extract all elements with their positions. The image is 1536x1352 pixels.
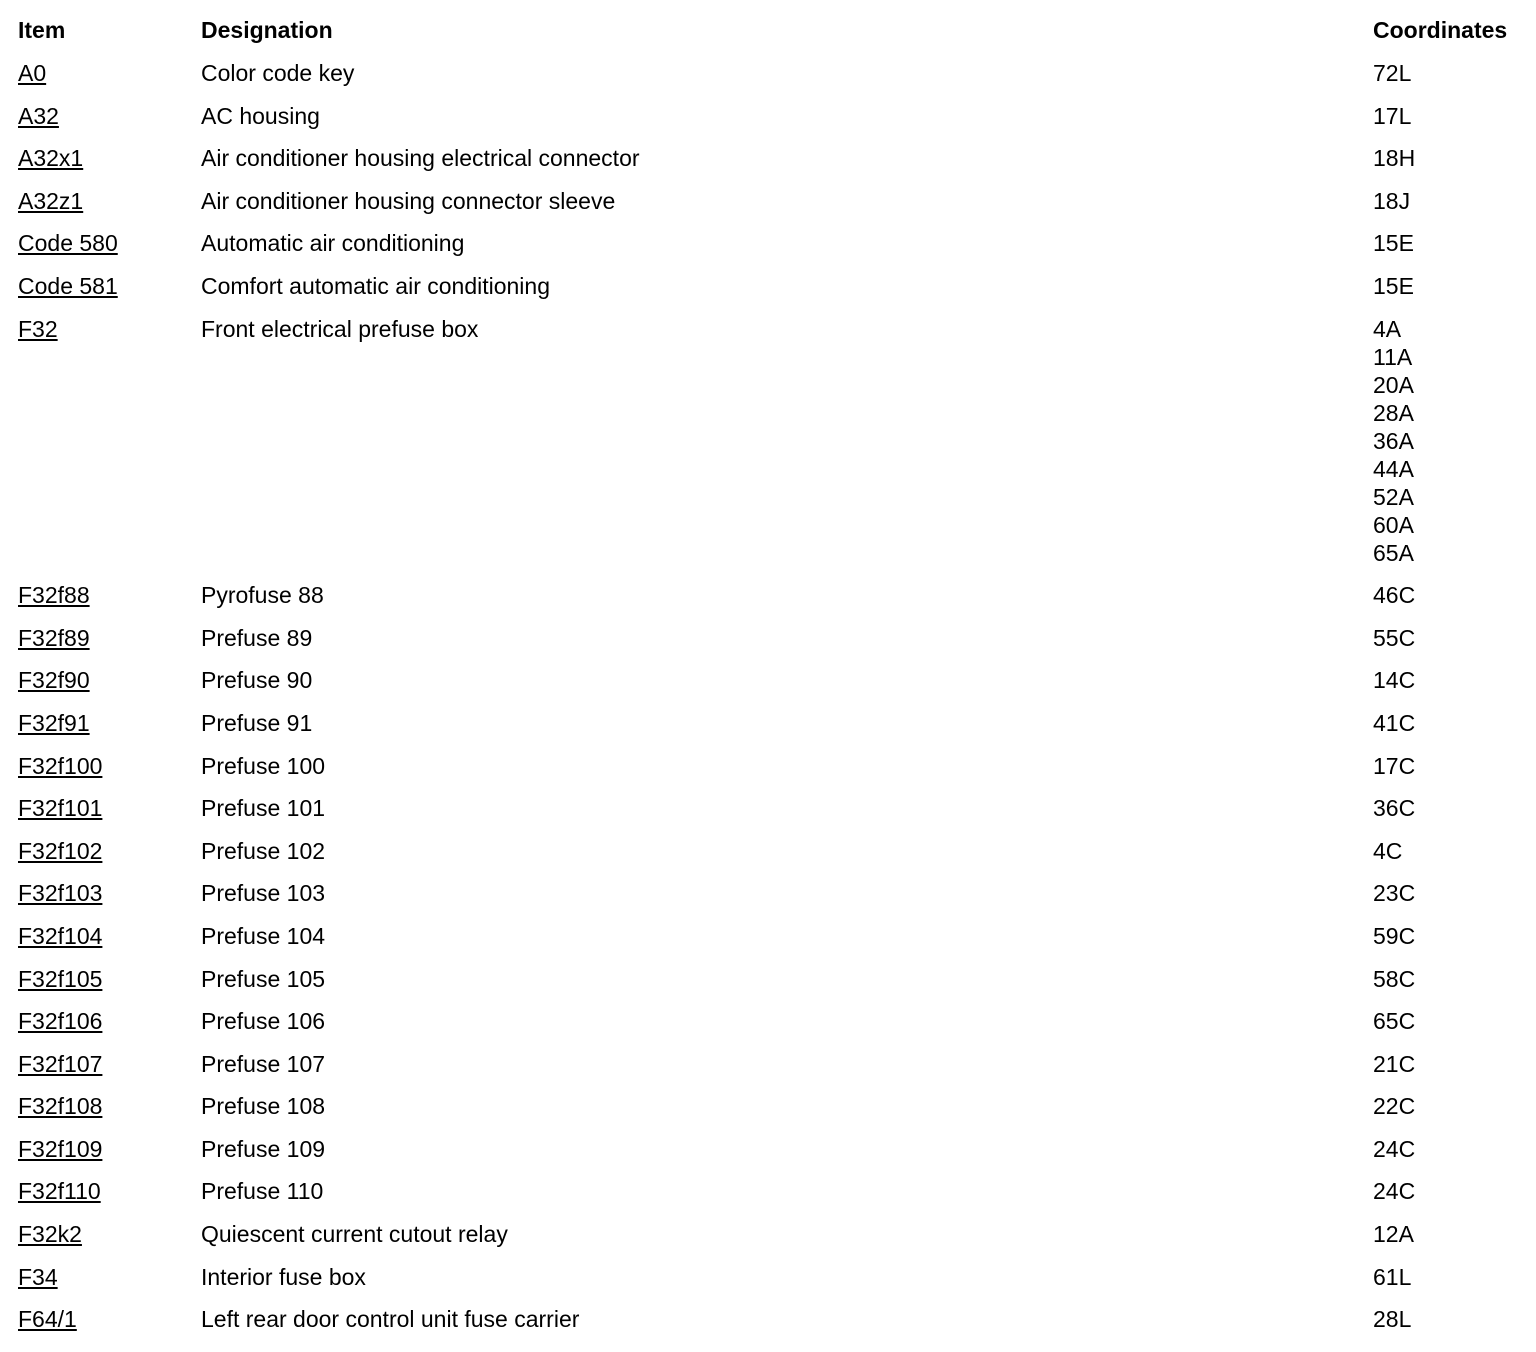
designation-cell: Air conditioner housing connector sleeve: [201, 187, 616, 214]
table-row: [18, 747, 1533, 790]
item-link[interactable]: F32f100: [18, 752, 103, 779]
coordinates-cell: [1373, 1258, 1533, 1301]
coordinates-cell: [1373, 832, 1533, 875]
legend-body: [18, 54, 1533, 1343]
item-link[interactable]: F32f109: [18, 1135, 103, 1162]
coordinate-value: 4C: [1373, 837, 1403, 864]
designation-cell: Interior fuse box: [201, 1263, 366, 1290]
item-cell: [18, 874, 201, 917]
coordinate-value: 36C: [1373, 795, 1416, 822]
coordinates-cell: [1373, 1045, 1533, 1088]
item-link[interactable]: F32f106: [18, 1008, 103, 1035]
coordinates-cell: [1373, 917, 1533, 960]
designation-cell: Prefuse 109: [201, 1135, 326, 1162]
coordinate-value: 14C: [1373, 667, 1416, 694]
item-link[interactable]: A32z1: [18, 187, 84, 214]
item-cell: [18, 1215, 201, 1258]
item-cell: [18, 1002, 201, 1045]
table-row: [18, 1172, 1533, 1215]
coordinates-cell: [1373, 1087, 1533, 1130]
legend-table: [18, 14, 1533, 1343]
coordinates-cell: [1373, 789, 1533, 832]
coordinate-value: 17L: [1373, 102, 1412, 129]
item-cell: [18, 1258, 201, 1301]
designation-cell: Prefuse 89: [201, 624, 313, 651]
item-cell: [18, 1300, 201, 1343]
item-cell: [18, 139, 201, 182]
coordinate-value: 24C: [1373, 1178, 1416, 1205]
item-link[interactable]: F64/1: [18, 1306, 77, 1333]
coordinate-value: 18H: [1373, 145, 1416, 172]
coordinates-cell: [1373, 747, 1533, 790]
designation-cell: Air conditioner housing electrical connector: [201, 145, 640, 172]
coordinate-value: 36A: [1373, 427, 1414, 454]
coordinates-cell: [1373, 874, 1533, 917]
item-cell: [18, 310, 201, 577]
designation-cell: Prefuse 91: [201, 709, 313, 736]
coordinate-value: 52A: [1373, 483, 1414, 510]
coordinates-cell: [1373, 1002, 1533, 1045]
designation-cell: Prefuse 104: [201, 922, 326, 949]
item-link[interactable]: F32: [18, 315, 58, 342]
item-cell: [18, 54, 201, 97]
item-cell: [18, 1045, 201, 1088]
table-row: [18, 139, 1533, 182]
coordinates-cell: [1373, 619, 1533, 662]
coordinate-value: 28A: [1373, 399, 1414, 426]
coordinate-value: 44A: [1373, 455, 1414, 482]
table-row: [18, 576, 1533, 619]
coordinates-cell: [1373, 661, 1533, 704]
table-row: [18, 661, 1533, 704]
table-row: [18, 960, 1533, 1003]
designation-cell: Color code key: [201, 60, 355, 86]
designation-cell: Pyrofuse 88: [201, 582, 324, 609]
item-link[interactable]: F32f88: [18, 582, 90, 609]
item-link[interactable]: F32f110: [18, 1178, 101, 1205]
coordinate-value: 18J: [1373, 187, 1411, 214]
item-cell: [18, 1130, 201, 1173]
item-cell: [18, 576, 201, 619]
table-row: [18, 1300, 1533, 1343]
item-link[interactable]: F32k2: [18, 1221, 82, 1248]
designation-cell: Automatic air conditioning: [201, 230, 465, 257]
table-row: [18, 224, 1533, 267]
item-cell: [18, 832, 201, 875]
table-row: [18, 619, 1533, 662]
item-link[interactable]: F32f102: [18, 837, 103, 864]
table-row: [18, 704, 1533, 747]
table-row: [18, 1215, 1533, 1258]
item-cell: [18, 224, 201, 267]
item-link[interactable]: F32f108: [18, 1093, 103, 1120]
designation-cell: Prefuse 90: [201, 667, 313, 694]
designation-cell: Prefuse 101: [201, 795, 326, 822]
coordinate-value: 22C: [1373, 1093, 1416, 1120]
coordinates-cell: [1373, 1130, 1533, 1173]
item-link[interactable]: F32f104: [18, 922, 103, 949]
item-cell: [18, 619, 201, 662]
item-link[interactable]: F32f107: [18, 1050, 103, 1077]
item-cell: [18, 267, 201, 310]
table-row: [18, 1258, 1533, 1301]
designation-cell: Prefuse 103: [201, 880, 326, 907]
item-column-header: Item: [18, 17, 66, 43]
table-row: [18, 267, 1533, 310]
item-link[interactable]: F34: [18, 1263, 58, 1290]
table-row: [18, 1002, 1533, 1045]
coordinates-cell: [1373, 960, 1533, 1003]
item-link[interactable]: F32f91: [18, 709, 90, 736]
designation-cell: Quiescent current cutout relay: [201, 1221, 508, 1248]
item-cell: [18, 1087, 201, 1130]
item-cell: [18, 1172, 201, 1215]
designation-cell: Prefuse 110: [201, 1178, 324, 1205]
table-row: [18, 832, 1533, 875]
designation-cell: Left rear door control unit fuse carrier: [201, 1306, 580, 1333]
coordinate-value: 17C: [1373, 752, 1416, 779]
coordinate-value: 15E: [1373, 272, 1414, 299]
coordinate-value: 23C: [1373, 880, 1416, 907]
designation-cell: Front electrical prefuse box: [201, 315, 479, 342]
coordinate-value: 65A: [1373, 539, 1414, 566]
item-cell: [18, 182, 201, 225]
coordinates-cell: [1373, 267, 1533, 310]
item-cell: [18, 747, 201, 790]
item-link[interactable]: F32f103: [18, 880, 103, 907]
coordinate-value: 58C: [1373, 965, 1416, 992]
coordinate-value: 55C: [1373, 624, 1416, 651]
coordinates-cell: [1373, 1300, 1533, 1343]
item-link[interactable]: F32f89: [18, 624, 90, 651]
table-row: [18, 789, 1533, 832]
designation-cell: Comfort automatic air conditioning: [201, 272, 550, 299]
designation-cell: AC housing: [201, 102, 320, 129]
table-row: [18, 917, 1533, 960]
coordinate-value: 72L: [1373, 60, 1412, 86]
item-link[interactable]: F32f105: [18, 965, 103, 992]
coordinates-cell: [1373, 1172, 1533, 1215]
coordinate-value: 61L: [1373, 1263, 1412, 1290]
coordinates-cell: [1373, 139, 1533, 182]
table-row: [18, 1130, 1533, 1173]
coordinate-value: 28L: [1373, 1306, 1412, 1333]
item-link[interactable]: Code 580: [18, 230, 118, 257]
coordinate-value: 12A: [1373, 1221, 1414, 1248]
item-cell: [18, 917, 201, 960]
table-row: [18, 97, 1533, 140]
coordinates-cell: [1373, 182, 1533, 225]
item-link[interactable]: Code 581: [18, 272, 118, 299]
coordinate-value: 20A: [1373, 371, 1414, 398]
item-link[interactable]: A32: [18, 102, 59, 129]
coordinate-value: 4A: [1373, 315, 1402, 342]
coordinate-value: 11A: [1373, 343, 1413, 370]
item-cell: [18, 661, 201, 704]
header-row: [18, 14, 1533, 54]
table-row: [18, 1045, 1533, 1088]
coordinate-value: 60A: [1373, 511, 1414, 538]
item-cell: [18, 97, 201, 140]
coordinates-cell: [1373, 224, 1533, 267]
table-row: [18, 54, 1533, 97]
table-row: [18, 182, 1533, 225]
table-row: [18, 874, 1533, 917]
coordinate-value: 46C: [1373, 582, 1416, 609]
designation-cell: Prefuse 100: [201, 752, 326, 779]
designation-cell: Prefuse 107: [201, 1050, 326, 1077]
coordinates-cell: [1373, 310, 1533, 577]
item-link[interactable]: F32f90: [18, 667, 90, 694]
coordinates-column-header: Coordinates: [1373, 17, 1508, 43]
coordinate-value: 21C: [1373, 1050, 1416, 1077]
coordinate-value: 41C: [1373, 709, 1416, 736]
coordinates-cell: [1373, 97, 1533, 140]
designation-cell: Prefuse 105: [201, 965, 326, 992]
item-link[interactable]: A0: [18, 60, 47, 86]
designation-column-header: Designation: [201, 17, 333, 43]
item-link[interactable]: F32f101: [18, 795, 103, 822]
coordinates-cell: [1373, 54, 1533, 97]
coordinates-cell: [1373, 704, 1533, 747]
coordinate-value: 24C: [1373, 1135, 1416, 1162]
coordinate-value: 65C: [1373, 1008, 1416, 1035]
coordinate-value: 59C: [1373, 922, 1416, 949]
table-row: [18, 1087, 1533, 1130]
designation-cell: Prefuse 102: [201, 837, 326, 864]
item-link[interactable]: A32x1: [18, 145, 84, 172]
item-cell: [18, 960, 201, 1003]
coordinates-cell: [1373, 1215, 1533, 1258]
item-cell: [18, 704, 201, 747]
item-cell: [18, 789, 201, 832]
designation-cell: Prefuse 108: [201, 1093, 326, 1120]
designation-cell: Prefuse 106: [201, 1008, 326, 1035]
table-row: [18, 310, 1533, 577]
coordinate-value: 15E: [1373, 230, 1414, 257]
coordinates-cell: [1373, 576, 1533, 619]
